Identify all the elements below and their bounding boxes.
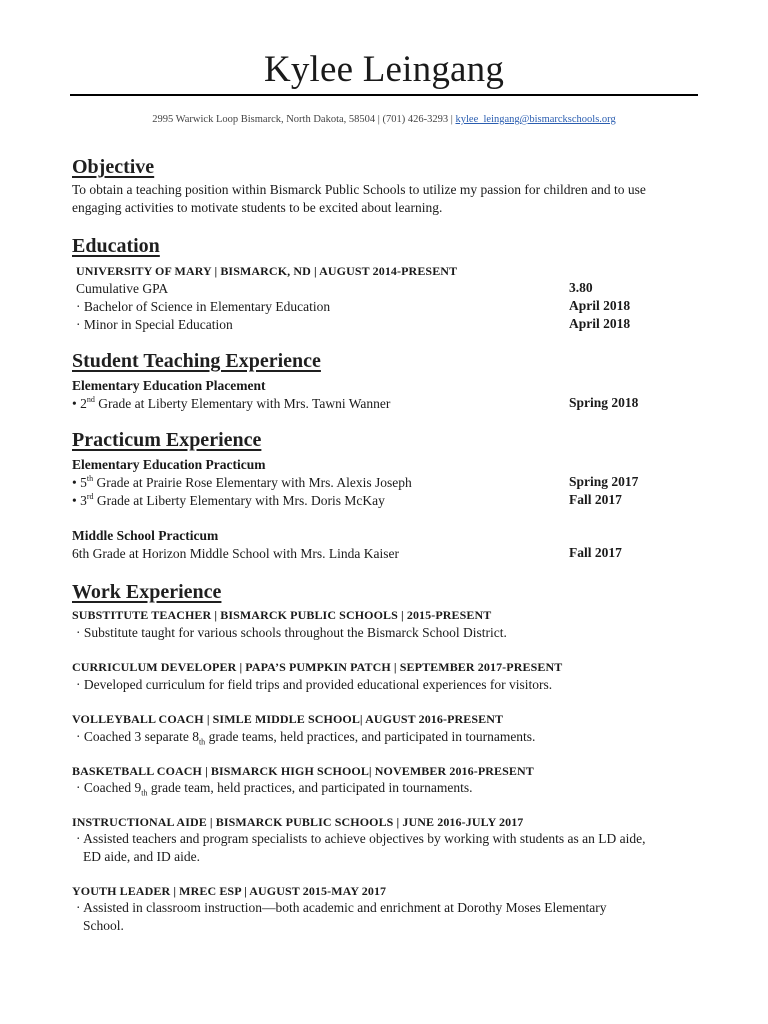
bb-pre: · Coached 9 bbox=[76, 780, 142, 795]
student-teaching-item bbox=[72, 395, 390, 413]
job-title-substitute: SUBSTITUTE TEACHER | BISMARCK PUBLIC SCHOOLS | 2015-PRESENT bbox=[72, 608, 492, 622]
objective-text: To obtain a teaching position within Bismarck Public Schools to utilize my passion for children and to use engaging activities to motivate students to be excited about learning. bbox=[72, 182, 646, 215]
gpa-value: 3.80 bbox=[569, 280, 593, 295]
education-minor: · Minor in Special Education bbox=[76, 317, 233, 332]
job-title-curriculum: CURRICULUM DEVELOPER | PAPA’S PUMPKIN PATCH | SEPTEMBER 2017-PRESENT bbox=[72, 660, 563, 674]
education-school: UNIVERSITY OF MARY | BISMARCK, ND | AUGUST 2014-PRESENT bbox=[76, 264, 458, 278]
student-teaching-date: Spring 2018 bbox=[569, 395, 639, 410]
student-teaching-placement: Elementary Education Placement bbox=[72, 378, 266, 393]
p2-text: Grade at Liberty Elementary with Mrs. Doris McKay bbox=[93, 493, 385, 508]
gpa-label: Cumulative GPA bbox=[76, 281, 169, 296]
job-desc-volleyball bbox=[76, 728, 535, 752]
resume-name: Kylee Leingang bbox=[263, 49, 505, 90]
vb-pre: · Coached 3 separate 8 bbox=[76, 729, 199, 744]
st-text: Grade at Liberty Elementary with Mrs. Tawni Wanner bbox=[94, 396, 391, 411]
p2-prefix: • 3 bbox=[72, 493, 87, 508]
practicum-heading: Practicum Experience bbox=[72, 429, 262, 451]
practicum-item-2 bbox=[72, 492, 385, 510]
contact-address: 2995 Warwick Loop Bismarck, North Dakota, 58504 | (701) 426-3293 | bbox=[152, 114, 453, 125]
objective-heading: Objective bbox=[72, 156, 155, 178]
bb-post: grade team, held practices, and participated in tournaments. bbox=[147, 780, 473, 795]
job-desc-youth-line1: · Assisted in classroom instruction—both academic and enrichment at Dorothy Moses Elementary bbox=[76, 900, 607, 915]
job-desc-aide-line1: · Assisted teachers and program specialists to achieve objectives by working with students as an LD aide, bbox=[76, 831, 646, 846]
st-sup: nd bbox=[86, 394, 95, 404]
job-desc-basketball bbox=[76, 779, 472, 803]
contact-line bbox=[0, 114, 768, 125]
practicum-ms-title: Middle School Practicum bbox=[72, 528, 219, 543]
student-teaching-heading: Student Teaching Experience bbox=[72, 350, 321, 372]
practicum-item-1-date: Spring 2017 bbox=[569, 474, 639, 489]
education-heading: Education bbox=[72, 235, 160, 257]
p1-text: Grade at Prairie Rose Elementary with Mrs. Alexis Joseph bbox=[93, 475, 412, 490]
vb-post: grade teams, held practices, and participated in tournaments. bbox=[205, 729, 536, 744]
job-desc-youth-line2: School. bbox=[83, 918, 124, 933]
bb-sub: th bbox=[141, 788, 148, 798]
job-desc-aide-line2: ED aide, and ID aide. bbox=[83, 849, 200, 864]
job-desc-curriculum: · Developed curriculum for field trips and provided educational experiences for visitors. bbox=[76, 677, 553, 692]
job-title-youth-leader: YOUTH LEADER | MREC ESP | AUGUST 2015-MAY 2017 bbox=[72, 884, 387, 898]
p1-prefix: • 5 bbox=[72, 475, 87, 490]
job-title-aide: INSTRUCTIONAL AIDE | BISMARCK PUBLIC SCHOOLS | JUNE 2016-JULY 2017 bbox=[72, 815, 524, 829]
job-title-volleyball: VOLLEYBALL COACH | SIMLE MIDDLE SCHOOL| AUGUST 2016-PRESENT bbox=[72, 712, 504, 726]
job-title-basketball: BASKETBALL COACH | BISMARCK HIGH SCHOOL| NOVEMBER 2016-PRESENT bbox=[72, 764, 534, 778]
st-prefix: • 2 bbox=[72, 396, 87, 411]
vb-sub: th bbox=[198, 737, 206, 747]
work-heading: Work Experience bbox=[72, 581, 222, 603]
education-degree: · Bachelor of Science in Elementary Education bbox=[76, 299, 331, 314]
email-link[interactable]: kylee_leingang@bismarckschools.org bbox=[455, 114, 616, 125]
practicum-elem-title: Elementary Education Practicum bbox=[72, 457, 266, 472]
education-minor-date: April 2018 bbox=[569, 316, 631, 331]
education-degree-date: April 2018 bbox=[569, 298, 631, 313]
p2-sup: rd bbox=[86, 491, 94, 501]
practicum-ms-item: 6th Grade at Horizon Middle School with Mrs. Linda Kaiser bbox=[72, 546, 399, 561]
practicum-item-1 bbox=[72, 474, 412, 492]
practicum-item-2-date: Fall 2017 bbox=[569, 492, 622, 507]
p1-sup: th bbox=[86, 473, 94, 483]
practicum-ms-date: Fall 2017 bbox=[569, 545, 622, 560]
job-desc-substitute: · Substitute taught for various schools throughout the Bismarck School District. bbox=[76, 625, 507, 640]
header-rule bbox=[70, 94, 698, 96]
